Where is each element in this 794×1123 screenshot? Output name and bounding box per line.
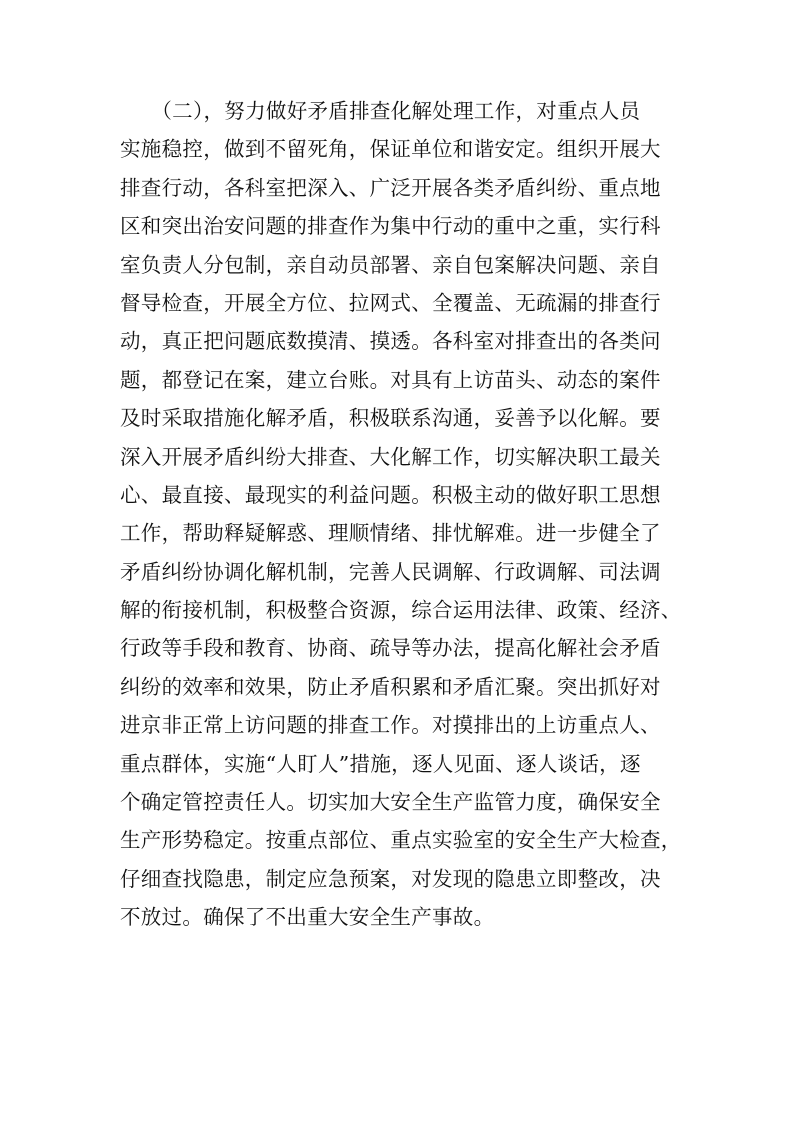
body-paragraph [120,92,680,937]
paragraph-line: 进京非正常上访问题的排查工作。对摸排出的上访重点人、 [120,713,661,738]
paragraph-line: 督导检查，开展全方位、拉网式、全覆盖、无疏漏的排查行 [120,290,661,315]
paragraph-line: 工作，帮助释疑解惑、理顺情绪、排忧解难。进一步健全了 [120,521,661,546]
paragraph-line: 排查行动，各科室把深入、广泛开展各类矛盾纠纷、重点地 [120,175,661,200]
paragraph-line: 不放过。确保了不出重大安全生产事故。 [120,905,495,930]
paragraph-line: 生产形势稳定。按重点部位、重点实验室的安全生产大检查， [120,828,682,853]
paragraph-line: 个确定管控责任人。切实加大安全生产监管力度，确保安全 [120,790,661,815]
paragraph-line: 仔细查找隐患，制定应急预案，对发现的隐患立即整改，决 [120,866,661,891]
paragraph-line: 及时采取措施化解矛盾，积极联系沟通，妥善予以化解。要 [120,406,661,431]
paragraph-line: 区和突出治安问题的排查作为集中行动的重中之重，实行科 [120,214,661,239]
paragraph-line: 心、最直接、最现实的利益问题。积极主动的做好职工思想 [120,482,661,507]
paragraph-line: 矛盾纠纷协调化解机制，完善人民调解、行政调解、司法调 [120,559,661,584]
paragraph-line: 重点群体，实施“人盯人”措施，逐人见面、逐人谈话，逐 [120,751,641,776]
paragraph-line: （二），努力做好矛盾排查化解处理工作，对重点人员 [120,99,641,123]
paragraph-line: 纠纷的效率和效果，防止矛盾积累和矛盾汇聚。突出抓好对 [120,674,661,699]
paragraph-line: 实施稳控，做到不留死角，保证单位和谐安定。组织开展大 [120,137,661,162]
paragraph-line: 行政等手段和教育、协商、疏导等办法，提高化解社会矛盾 [120,636,661,661]
paragraph-line: 深入开展矛盾纠纷大排查、大化解工作，切实解决职工最关 [120,444,661,469]
paragraph-line: 题，都登记在案，建立台账。对具有上访苗头、动态的案件 [120,367,661,392]
paragraph-line: 动，真正把问题底数摸清、摸透。各科室对排查出的各类问 [120,329,661,354]
paragraph-line: 解的衔接机制，积极整合资源，综合运用法律、政策、经济、 [120,598,682,623]
paragraph-line: 室负责人分包制，亲自动员部署、亲自包案解决问题、亲自 [120,252,661,277]
